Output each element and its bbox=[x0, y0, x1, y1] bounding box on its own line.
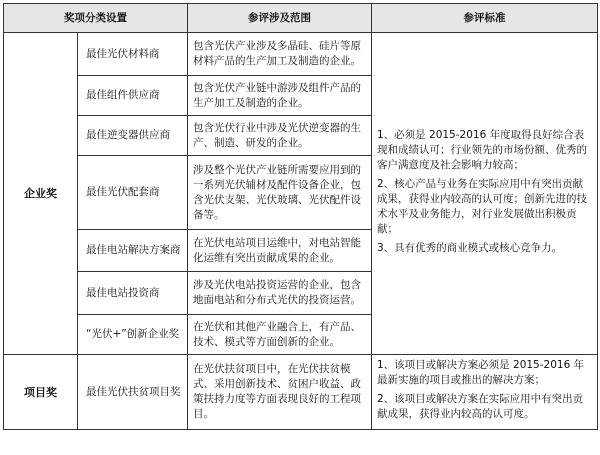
header-criteria: 参评标准 bbox=[372, 4, 598, 33]
award-scope: 在光伏和其他产业融合上，有产品、技术、模式等方面创新的企业。 bbox=[188, 315, 372, 355]
award-name: 最佳光伏配套商 bbox=[78, 156, 188, 230]
award-scope: 在光伏扶贫项目中，在光伏扶贫模式、采用创新技术、贫困户收益、政策扶持力度等方面表现良好的工程项目。 bbox=[188, 355, 372, 430]
header-scope: 参评涉及范围 bbox=[188, 4, 372, 33]
award-name: 最佳电站投资商 bbox=[78, 272, 188, 315]
table-row bbox=[4, 33, 598, 76]
criteria-item: 1、必须是 2015-2016 年度取得良好综合表现和成绩认可；行业领先的市场份额、优秀的客户满意度及社会影响力较高； bbox=[377, 128, 587, 171]
award-scope: 在光伏电站项目运维中，对电站智能化运维有突出贡献成果的企业。 bbox=[188, 230, 372, 272]
award-scope: 包含光伏产业链中游涉及组件产品的生产加工及制造的企业。 bbox=[188, 76, 372, 116]
award-scope: 涉及整个光伏产业链所需要应用到的一系列光伏辅材及配件设备企业，包含光伏支架、光伏玻璃、光伏配件设备等。 bbox=[188, 156, 372, 230]
award-scope: 包含光伏产业涉及多晶硅、硅片等原材料产品的生产加工及制造的企业。 bbox=[188, 33, 372, 76]
header-row bbox=[4, 4, 598, 33]
award-scope: 涉及光伏电站投资运营的企业，包含地面电站和分布式光伏的投资运营。 bbox=[188, 272, 372, 315]
criteria-enterprise bbox=[372, 33, 598, 355]
award-name: 最佳逆变器供应商 bbox=[78, 116, 188, 156]
criteria-item: 2、核心产品与业务在实际应用中有突出贡献成果，获得业内较高的认可度；创新先进的技术水平及业务能力，对行业发展做出积极贡献； bbox=[377, 177, 587, 235]
award-name: “光伏+”创新企业奖 bbox=[78, 315, 188, 355]
criteria-item: 2、该项目或解决方案在实际应用中有突出贡献成果，获得业内较高的认可度。 bbox=[377, 393, 584, 420]
category-enterprise: 企业奖 bbox=[4, 33, 78, 355]
award-name: 最佳光伏扶贫项目奖 bbox=[78, 355, 188, 430]
award-name: 最佳光伏材料商 bbox=[78, 33, 188, 76]
award-name: 最佳电站解决方案商 bbox=[78, 230, 188, 272]
award-name: 最佳组件供应商 bbox=[78, 76, 188, 116]
table-row bbox=[4, 355, 598, 430]
criteria-item: 1、该项目或解决方案必须是 2015-2016 年最新实施的项目或推出的解决方案； bbox=[377, 359, 585, 386]
awards-table bbox=[3, 3, 598, 430]
criteria-project bbox=[372, 355, 598, 430]
header-category: 奖项分类设置 bbox=[4, 4, 188, 33]
category-project: 项目奖 bbox=[4, 355, 78, 430]
award-scope: 包含光伏行业中涉及光伏逆变器的生产、制造、研发的企业。 bbox=[188, 116, 372, 156]
criteria-item: 3、具有优秀的商业模式或核心竞争力。 bbox=[377, 241, 563, 254]
